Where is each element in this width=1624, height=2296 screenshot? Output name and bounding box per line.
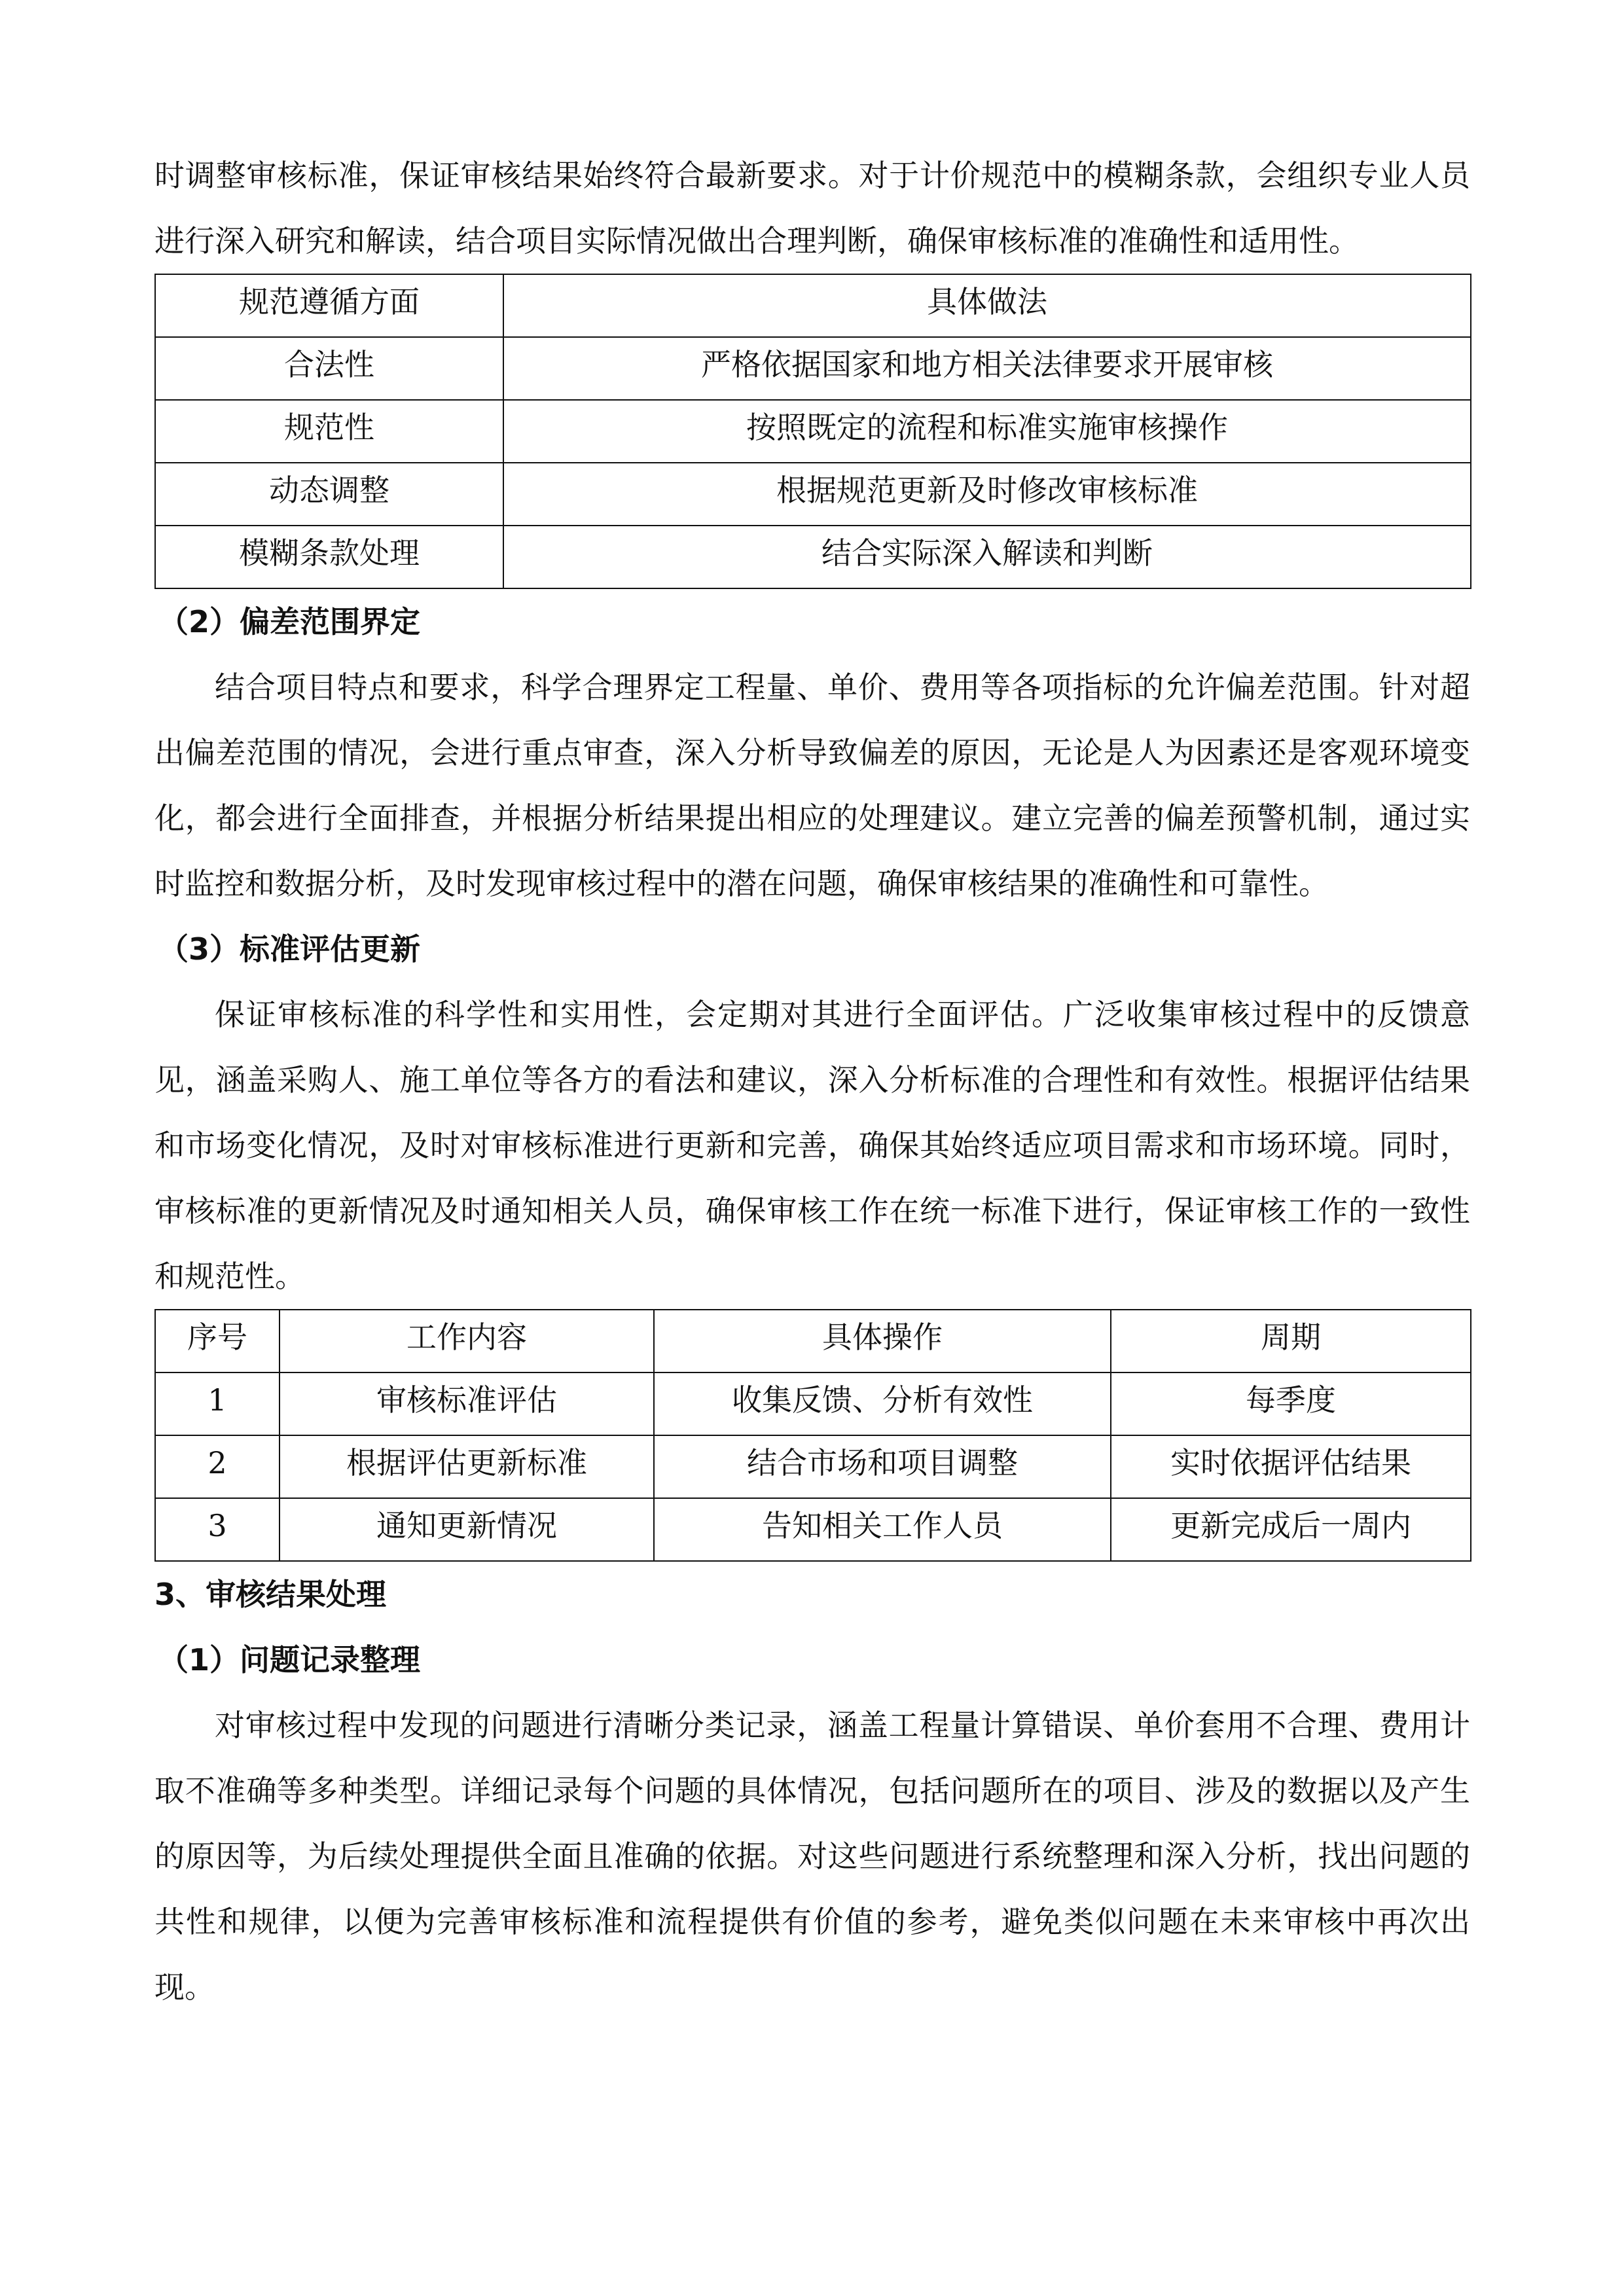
norms-compliance-table — [154, 274, 1471, 589]
table-cell: 结合市场和项目调整 — [654, 1435, 1111, 1498]
table-cell: 模糊条款处理 — [155, 526, 503, 588]
section-heading-deviation-range: （2）偏差范围界定 — [158, 604, 421, 639]
intro-paragraph: 时调整审核标准，保证审核结果始终符合最新要求。对于计价规范中的模糊条款，会组织专业人员进行深入研究和解读，结合项目实际情况做出合理判断，确保审核标准的准确性和适用性。 — [154, 158, 1470, 259]
table-cell: 收集反馈、分析有效性 — [654, 1372, 1111, 1435]
standard-update-table — [154, 1309, 1471, 1562]
table-cell: 严格依据国家和地方相关法律要求开展审核 — [503, 337, 1471, 400]
table-cell: 告知相关工作人员 — [654, 1498, 1111, 1561]
section-heading-standard-evaluation: （3）标准评估更新 — [158, 931, 421, 967]
table-cell: 每季度 — [1111, 1372, 1471, 1435]
table-cell: 2 — [155, 1435, 280, 1498]
table-cell: 3 — [155, 1498, 280, 1561]
table-cell: 更新完成后一周内 — [1111, 1498, 1471, 1561]
document-content — [154, 143, 1470, 2020]
problem-records-paragraph: 对审核过程中发现的问题进行清晰分类记录，涵盖工程量计算错误、单价套用不合理、费用计取不准确等多种类型。详细记录每个问题的具体情况，包括问题所在的项目、涉及的数据以及产生的原因等，为后续处理提供全面且准确的依据。对这些问题进行系统整理和深入分析，找出问题的共性和规律，以便为完善审核标准和流程提供有价值的参考，避免类似问题在未来审核中再次出现。 — [154, 1708, 1470, 2005]
chapter-heading-result-processing: 3、审核结果处理 — [154, 1577, 387, 1612]
table-row — [155, 337, 1471, 400]
table-header-row — [155, 274, 1471, 337]
table-row — [155, 1498, 1471, 1561]
table-cell: 根据评估更新标准 — [280, 1435, 654, 1498]
table-row — [155, 463, 1471, 526]
table-cell: 1 — [155, 1372, 280, 1435]
section-heading-problem-records: （1）问题记录整理 — [158, 1642, 421, 1677]
table-cell: 根据规范更新及时修改审核标准 — [503, 463, 1471, 526]
table-cell: 动态调整 — [155, 463, 503, 526]
table-row — [155, 400, 1471, 463]
table-cell: 合法性 — [155, 337, 503, 400]
table-header-cell: 序号 — [155, 1310, 280, 1372]
table-cell: 审核标准评估 — [280, 1372, 654, 1435]
table-row — [155, 526, 1471, 588]
table-cell: 实时依据评估结果 — [1111, 1435, 1471, 1498]
deviation-range-paragraph: 结合项目特点和要求，科学合理界定工程量、单价、费用等各项指标的允许偏差范围。针对超出偏差范围的情况，会进行重点审查，深入分析导致偏差的原因，无论是人为因素还是客观环境变化，都会进行全面排查，并根据分析结果提出相应的处理建议。建立完善的偏差预警机制，通过实时监控和数据分析，及时发现审核过程中的潜在问题，确保审核结果的准确性和可靠性。 — [154, 670, 1470, 901]
table-header-cell: 具体做法 — [503, 274, 1471, 337]
table-header-cell: 规范遵循方面 — [155, 274, 503, 337]
table-header-cell: 周期 — [1111, 1310, 1471, 1372]
table-cell: 按照既定的流程和标准实施审核操作 — [503, 400, 1471, 463]
table-row — [155, 1435, 1471, 1498]
table-cell: 规范性 — [155, 400, 503, 463]
table-row — [155, 1372, 1471, 1435]
table-header-row — [155, 1310, 1471, 1372]
table-cell: 结合实际深入解读和判断 — [503, 526, 1471, 588]
table-cell: 通知更新情况 — [280, 1498, 654, 1561]
table-header-cell: 具体操作 — [654, 1310, 1111, 1372]
standard-evaluation-paragraph: 保证审核标准的科学性和实用性，会定期对其进行全面评估。广泛收集审核过程中的反馈意见，涵盖采购人、施工单位等各方的看法和建议，深入分析标准的合理性和有效性。根据评估结果和市场变化情况，及时对审核标准进行更新和完善，确保其始终适应项目需求和市场环境。同时，审核标准的更新情况及时通知相关人员，确保审核工作在统一标准下进行，保证审核工作的一致性和规范性。 — [154, 997, 1470, 1294]
table-header-cell: 工作内容 — [280, 1310, 654, 1372]
